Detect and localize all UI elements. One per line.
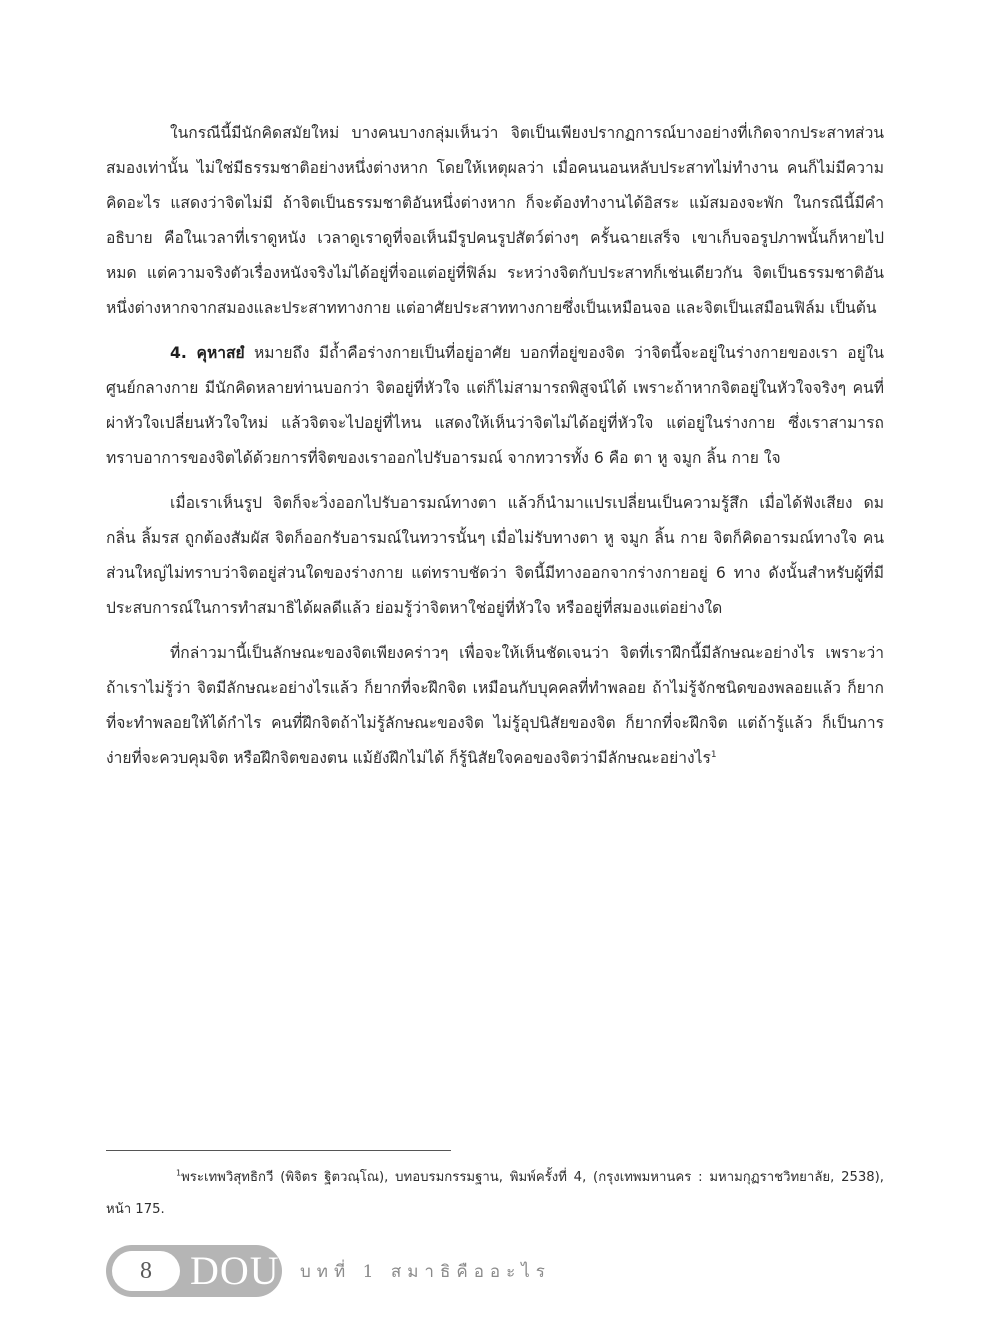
chapter-title: บทที่ 1 สมาธิคืออะไร	[300, 1261, 551, 1282]
paragraph-text: ที่กล่าวมานี้เป็นลักษณะของจิตเพียงคร่าวๆ เพื่อจะให้เห็นชัดเจนว่า จิตที่เราฝึกนี้มีลักษณะอย่างไร เพราะว่า ถ้าเราไม่รู้ว่า จิตมีลักษณะอย่างไรแล้ว ก็ยากที่จะฝึกจิต เหมือนกับบุคคลที่ทำพลอย ถ้าไม่รู้จักชนิดของพลอยแล้ว ก็ยากที่จะทำพลอยให้ได้กำไร คนที่ฝึกจิตถ้าไม่รู้ลักษณะของจิต ไม่รู้อุปนิสัยของจิต ก็ยากที่จะฝึกจิต แต่ถ้ารู้แล้ว ก็เป็นการง่ายที่จะควบคุมจิต หรือฝึกจิตของตน แม้ยังฝึกไม่ได้ ก็รู้นิสัยใจคอของจิตว่ามีลักษณะอย่างไร	[106, 644, 884, 767]
dou-logo	[106, 1245, 282, 1297]
logo-text: DOU	[190, 1248, 280, 1293]
section-heading: 4. คุหาสยํ	[170, 344, 245, 362]
page-number: 8	[112, 1251, 180, 1291]
paragraph-summary	[106, 636, 884, 776]
paragraph-text: หมายถึง มีถ้ำคือร่างกายเป็นที่อยู่อาศัย บอกที่อยู่ของจิต ว่าจิตนี้จะอยู่ในร่างกายของเรา อยู่ในศูนย์กลางกาย มีนักคิดหลายท่านบอกว่า จิตอยู่ที่หัวใจ แต่ก็ไม่สามารถพิสูจน์ได้ เพราะถ้าหากจิตอยู่ในหัวใจจริงๆ คนที่ผ่าหัวใจเปลี่ยนหัวใจใหม่ แล้วจิตจะไปอยู่ที่ไหน แสดงให้เห็นว่าจิตไม่ได้อยู่ที่หัวใจ แต่อยู่ในร่างกาย ซึ่งเราสามารถทราบอาการของจิตได้ด้วยการที่จิตของเราออกไปรับอารมณ์ จากทวารทั้ง 6 คือ ตา หู จมูก ลิ้น กาย ใจ	[106, 344, 885, 467]
paragraph-modern-thinkers	[106, 116, 884, 326]
footnote	[106, 1162, 884, 1226]
paragraph-text: ในกรณีนี้มีนักคิดสมัยใหม่ บางคนบางกลุ่มเห็นว่า จิตเป็นเพียงปรากฏการณ์บางอย่างที่เกิดจากประสาทส่วนสมองเท่านั้น ไม่ใช่มีธรรมชาติอย่างหนึ่งต่างหาก โดยให้เหตุผลว่า เมื่อคนนอนหลับประสาทไม่ทำงาน คนก็ไม่มีความคิดอะไร แสดงว่าจิตไม่มี ถ้าจิตเป็นธรรมชาติอันหนึ่งต่างหาก ก็จะต้องทำงานได้อิสระ แม้สมองจะพัก ในกรณีนี้มีคำอธิบาย คือในเวลาที่เราดูหนัง เวลาดูเราดูที่จอเห็นมีรูปคนรูปสัตว์ต่างๆ ครั้นฉายเสร็จ เขาเก็บจอรูปภาพนั้นก็หายไปหมด แต่ความจริงตัวเรื่องหนังจริงไม่ได้อยู่ที่จอแต่อยู่ที่ฟิล์ม ระหว่างจิตกับประสาทก็เช่นเดียวกัน จิตเป็นธรรมชาติอันหนึ่งต่างหากจากสมองและประสาททางกาย แต่อาศัยประสาททางกายซึ่งเป็นเหมือนจอ และจิตเป็นเสมือนฟิล์ม เป็นต้น	[106, 124, 884, 317]
paragraph-kuhasayam	[106, 336, 884, 476]
paragraph-senses	[106, 486, 884, 626]
footnote-text: พระเทพวิสุทธิกวี (พิจิตร ฐิตวณฺโณ), บทอบรมกรรมฐาน, พิมพ์ครั้งที่ 4, (กรุงเทพมหานคร : มหามกุฏราชวิทยาลัย, 2538), หน้า 175.	[106, 1170, 884, 1217]
page-footer	[106, 1245, 551, 1297]
footnote-marker: 1	[176, 1168, 182, 1178]
page-body	[106, 116, 884, 786]
footnote-reference[interactable]: 1	[710, 749, 717, 760]
footnote-divider	[106, 1150, 451, 1151]
paragraph-text: เมื่อเราเห็นรูป จิตก็จะวิ่งออกไปรับอารมณ์ทางตา แล้วก็นำมาแปรเปลี่ยนเป็นความรู้สึก เมื่อได้ฟังเสียง ดมกลิ่น ลิ้มรส ถูกต้องสัมผัส จิตก็ออกรับอารมณ์ในทวารนั้นๆ เมื่อไม่รับทางตา หู จมูก ลิ้น กาย จิตก็คิดอารมณ์ทางใจ คนส่วนใหญ่ไม่ทราบว่าจิตอยู่ส่วนใดของร่างกาย แต่ทราบชัดว่า จิตนี้มีทางออกจากร่างกายอยู่ 6 ทาง ดังนั้นสำหรับผู้ที่มีประสบการณ์ในการทำสมาธิได้ผลดีแล้ว ย่อมรู้ว่าจิตหาใช่อยู่ที่หัวใจ หรืออยู่ที่สมองแต่อย่างใด	[106, 494, 884, 617]
